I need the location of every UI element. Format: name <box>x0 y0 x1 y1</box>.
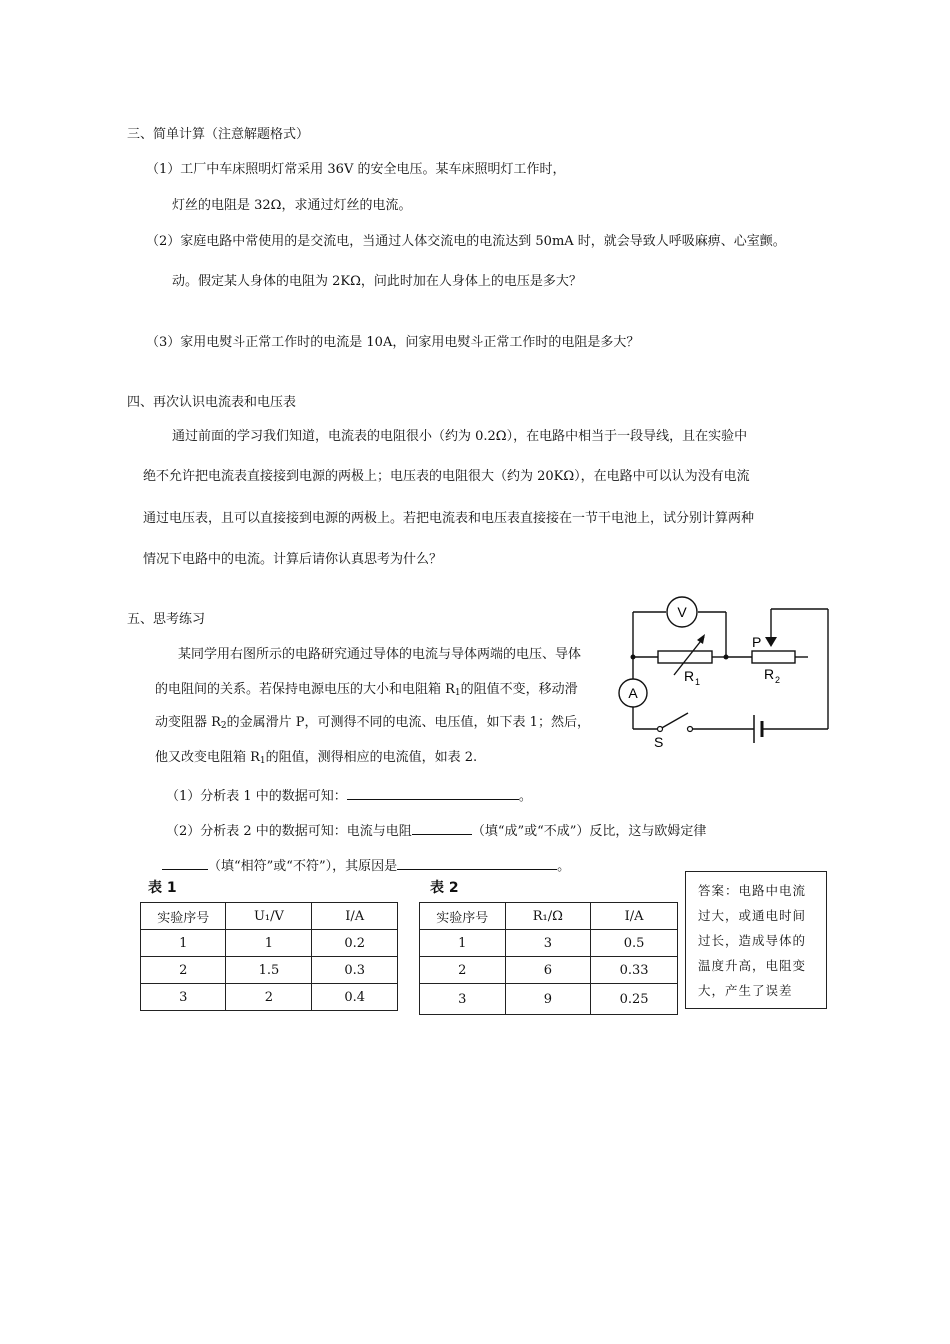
answer-line: 大，产生了误差 <box>698 983 793 998</box>
table-row <box>141 984 398 1011</box>
para-line2-sub: 1 <box>454 688 461 698</box>
section5-q1 <box>166 786 532 806</box>
table-cell: 0.33 <box>591 957 678 984</box>
para-line2-a: 的电阻间的关系。若保持电源电压的大小和电阻箱 R <box>155 682 455 697</box>
answer-line: 温度升高，电阻变 <box>698 958 807 973</box>
ammeter-label: A <box>628 685 638 701</box>
q2-blank-3[interactable] <box>397 856 557 870</box>
table-cell: 1 <box>141 930 226 957</box>
section5-q2 <box>166 821 706 841</box>
answer-line: 过大，或通电时间 <box>698 908 807 923</box>
q1-text: （1）分析表 1 中的数据可知： <box>166 789 347 804</box>
r2-subscript: 2 <box>775 675 781 685</box>
section5-para-line1: 某同学用右图所示的电路研究通过导体的电流与导体两端的电压、导体 <box>178 647 582 662</box>
section4-line4: 情况下电路中的电流。计算后请你认真思考为什么？ <box>143 552 443 567</box>
table-cell: 2 <box>226 984 312 1011</box>
q2-blank-1[interactable] <box>412 821 472 835</box>
table-header-cell: U₁/V <box>226 903 312 930</box>
table-row <box>141 930 398 957</box>
switch-label: S <box>654 734 664 750</box>
table-row <box>420 984 678 1015</box>
table-cell: 1 <box>420 930 506 957</box>
table-row <box>420 957 678 984</box>
section5-para-line3 <box>155 714 590 735</box>
section3-q1-line1: （1）工厂中车床照明灯常采用 36V 的安全电压。某车床照明灯工作时， <box>146 162 566 177</box>
table-header-row <box>420 903 678 930</box>
table-cell: 0.2 <box>312 930 398 957</box>
q2-text-a: （2）分析表 2 中的数据可知：电流与电阻 <box>166 824 412 839</box>
section4-heading: 四、再次认识电流表和电压表 <box>127 395 297 410</box>
table-cell: 1.5 <box>226 957 312 984</box>
table-header-cell: I/A <box>312 903 398 930</box>
table-cell: 2 <box>141 957 226 984</box>
q2-blank-2[interactable] <box>162 856 208 870</box>
section3-q2-line2: 动。假定某人身体的电阻为 2KΩ，问此时加在人身体上的电压是多大？ <box>172 274 582 289</box>
section5-heading: 五、思考练习 <box>127 612 206 627</box>
section3-heading: 三、简单计算（注意解题格式） <box>127 127 310 142</box>
q2-text-b: （填“成”或“不成”）反比，这与欧姆定律 <box>471 824 707 839</box>
q1-answer-blank[interactable] <box>347 786 519 800</box>
table-header-cell: 实验序号 <box>420 903 506 930</box>
section4-line1: 通过前面的学习我们知道，电流表的电阻很小（约为 0.2Ω），在电路中相当于一段导线，且在实验中 <box>172 429 748 444</box>
table-cell: 0.25 <box>591 984 678 1015</box>
para-line4-b: 的阻值，测得相应的电流值，如表 2. <box>265 750 478 765</box>
table2 <box>419 902 678 1015</box>
answer-box <box>685 871 827 1009</box>
table-cell: 0.3 <box>312 957 398 984</box>
table-header-cell: I/A <box>591 903 678 930</box>
circuit-diagram <box>612 595 838 755</box>
section5-para-line4 <box>155 749 477 770</box>
table-cell: 3 <box>505 930 591 957</box>
para-line4-a: 他又改变电阻箱 R <box>155 750 260 765</box>
table-cell: 0.4 <box>312 984 398 1011</box>
section5-para-line2 <box>155 681 578 702</box>
table-cell: 0.5 <box>591 930 678 957</box>
table-row <box>420 930 678 957</box>
section4-line2: 绝不允许把电流表直接接到电源的两极上；电压表的电阻很大（约为 20KΩ），在电路中可以认为没有电流 <box>143 469 750 484</box>
table1 <box>140 902 398 1011</box>
section4-line3: 通过电压表，且可以直接接到电源的两极上。若把电流表和电压表直接接在一节干电池上，试分别计算两种 <box>143 511 755 526</box>
section3-q1-line2: 灯丝的电阻是 32Ω，求通过灯丝的电流。 <box>172 198 412 213</box>
table-header-cell: R₁/Ω <box>505 903 591 930</box>
r2-label: R <box>764 666 775 682</box>
r1-label: R <box>684 668 695 684</box>
table-cell: 6 <box>505 957 591 984</box>
table-cell: 3 <box>141 984 226 1011</box>
para-line4-sub: 1 <box>259 756 266 766</box>
table-row <box>141 957 398 984</box>
section3-q3: （3）家用电熨斗正常工作时的电流是 10A，问家用电熨斗正常工作时的电阻是多大？ <box>146 335 640 350</box>
para-line2-b: 的阻值不变，移动滑 <box>460 682 578 697</box>
q2-end: 。 <box>557 859 571 874</box>
para-line3-b: 的金属滑片 P，可测得不同的电流、电压值，如下表 1；然后， <box>226 715 590 730</box>
voltmeter-label: V <box>677 604 687 620</box>
table2-title: 表 2 <box>430 880 459 896</box>
r1-subscript: 1 <box>695 677 701 687</box>
answer-line: 答案：电路中电流 <box>698 883 807 898</box>
table-header-cell: 实验序号 <box>141 903 226 930</box>
slider-label: P <box>752 634 762 650</box>
q2-text-c: （填“相符”或“不符”），其原因是 <box>208 859 398 874</box>
table-cell: 3 <box>420 984 506 1015</box>
section3-q2-line1: （2）家庭电路中常使用的是交流电，当通过人体交流电的电流达到 50mA 时，就会导致人呼吸麻痹、心室颤。 <box>146 234 786 249</box>
section5-q2-cont <box>162 856 570 876</box>
table1-title: 表 1 <box>148 880 177 896</box>
table-cell: 1 <box>226 930 312 957</box>
answer-line: 过长，造成导体的 <box>698 933 807 948</box>
table-header-row <box>141 903 398 930</box>
table-cell: 2 <box>420 957 506 984</box>
para-line3-sub: 2 <box>220 721 227 731</box>
q1-end: 。 <box>518 789 532 804</box>
para-line3-a: 动变阻器 R <box>155 715 221 730</box>
table-cell: 9 <box>505 984 591 1015</box>
